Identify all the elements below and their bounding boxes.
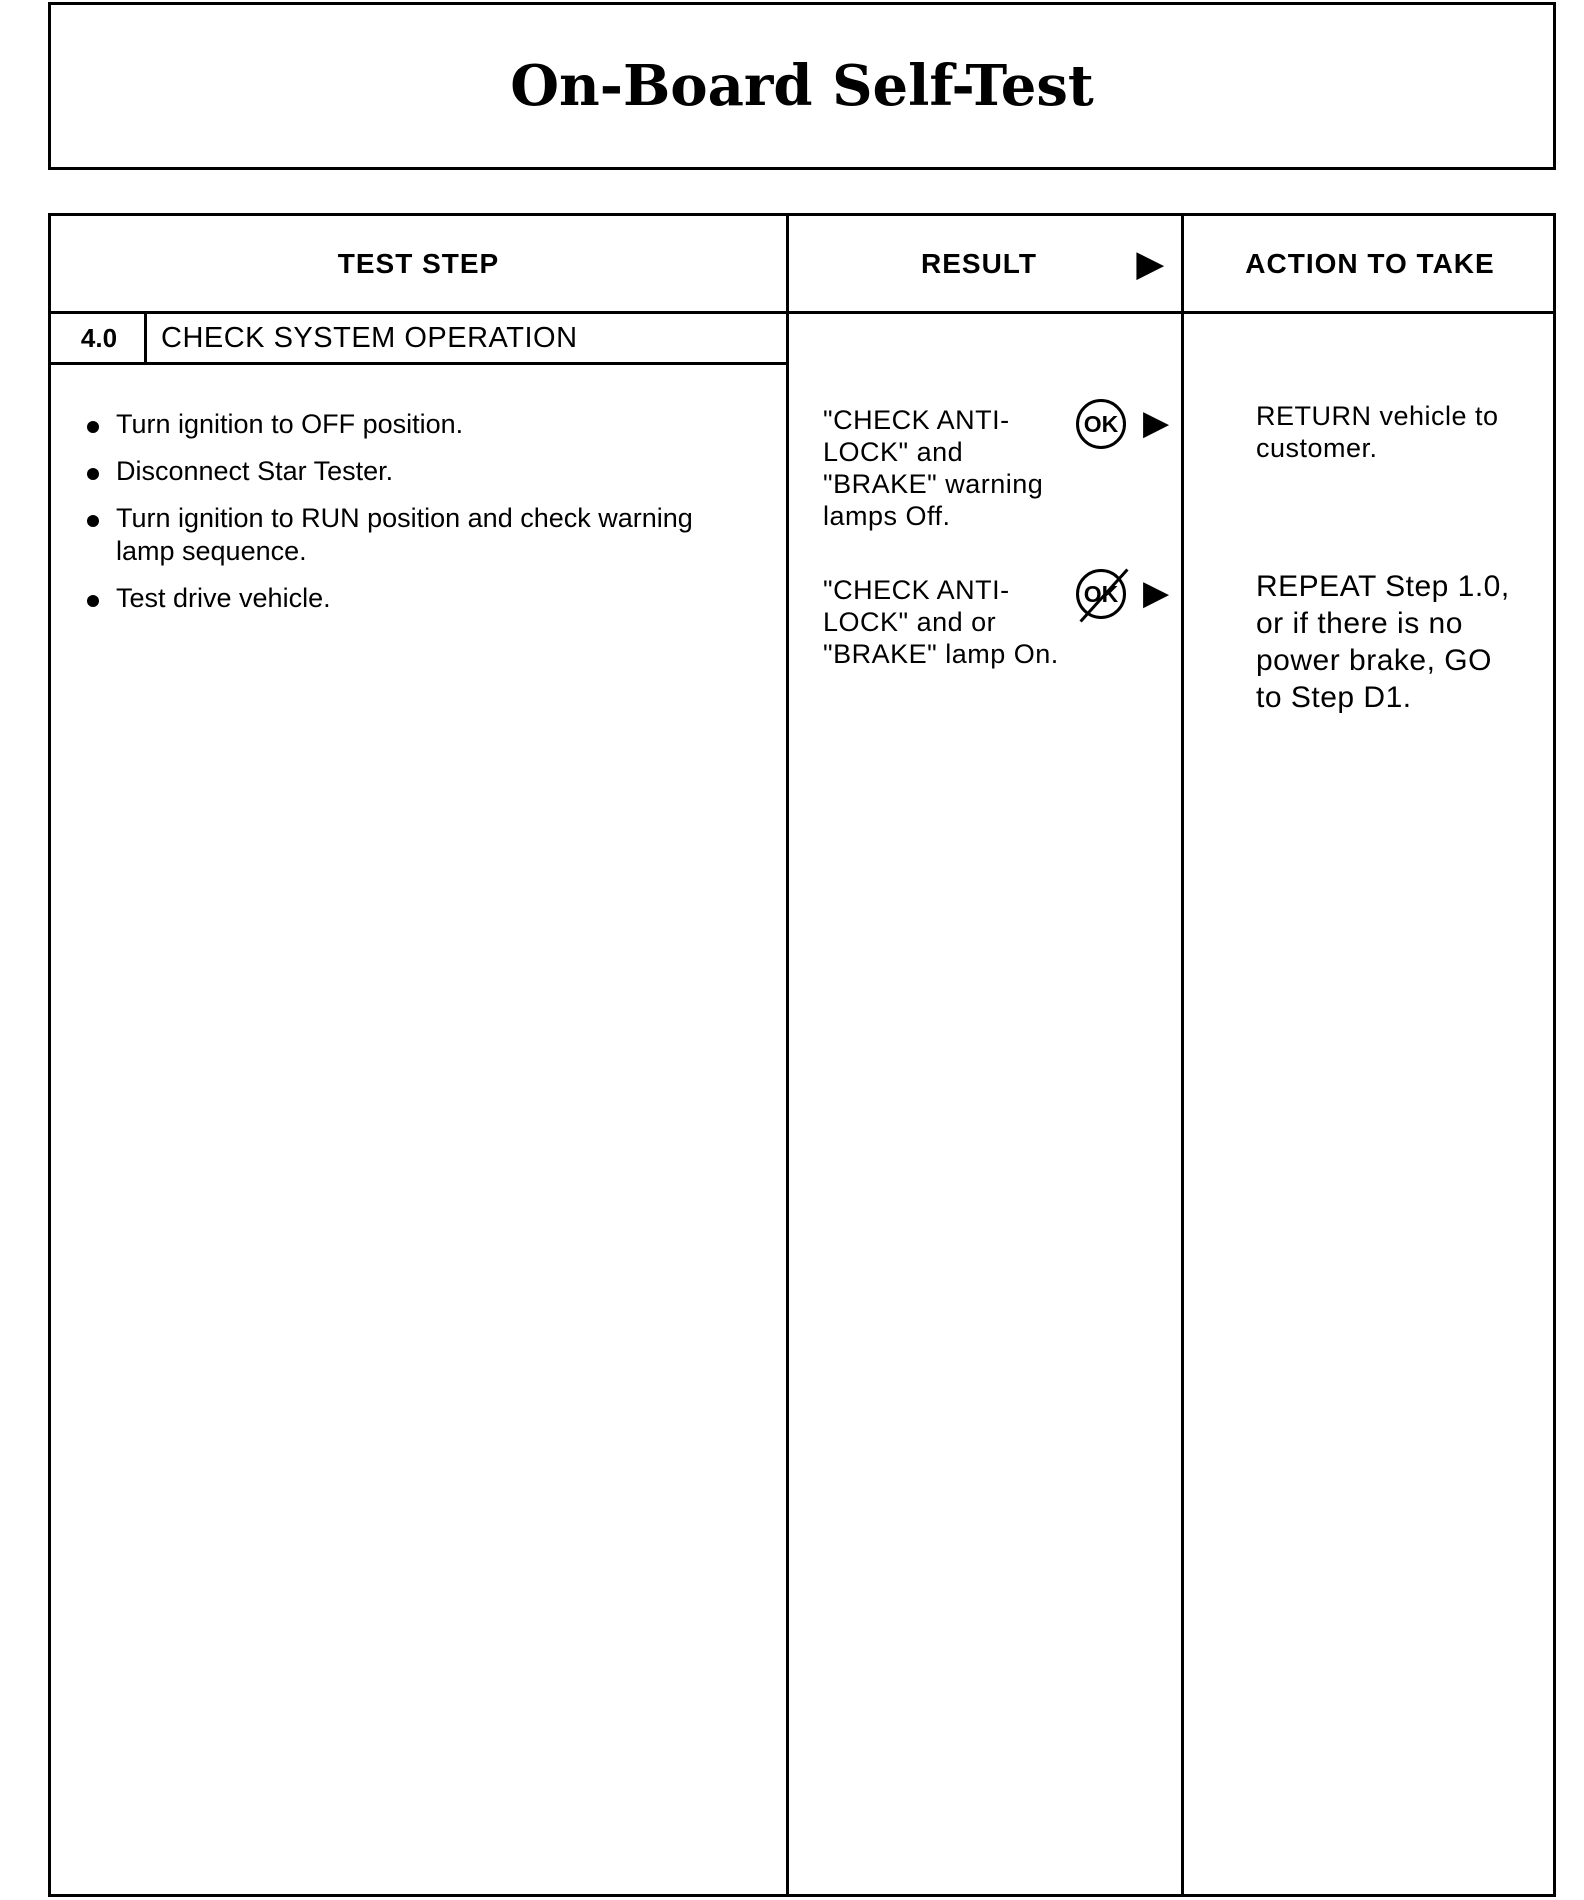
instruction-list	[81, 408, 741, 629]
instruction-item: Test drive vehicle.	[81, 582, 741, 615]
result-arrow-icon: ▶	[1143, 574, 1170, 612]
step-title: CHECK SYSTEM OPERATION	[161, 321, 578, 354]
not-ok-badge-icon	[1076, 569, 1126, 619]
step-number-divider	[144, 311, 147, 363]
header-action: ACTION TO TAKE	[1245, 247, 1495, 279]
result-arrow-icon: ▶	[1143, 404, 1170, 442]
instruction-item: Disconnect Star Tester.	[81, 455, 741, 488]
column-divider-2	[1181, 216, 1184, 1894]
test-step-table	[48, 213, 1556, 1897]
column-divider-1	[786, 216, 789, 1894]
action-repeat-text: REPEAT Step 1.0, or if there is no power brake, GO to Step D1.	[1256, 570, 1510, 714]
header-result-label: RESULT	[921, 247, 1037, 279]
header-test-step: TEST STEP	[337, 247, 500, 279]
ok-badge-label: OK	[1083, 410, 1119, 437]
header-arrow-icon: ▶	[1136, 244, 1165, 283]
step-rule	[51, 362, 786, 365]
result-not-ok-text: "CHECK ANTI- LOCK" and or "BRAKE" lamp On.	[823, 575, 1059, 669]
not-ok-badge-label: OK	[1083, 580, 1119, 607]
instruction-item: Turn ignition to RUN position and check warning lamp sequence.	[81, 502, 741, 568]
result-ok-text: "CHECK ANTI- LOCK" and "BRAKE" warning lamps Off.	[823, 405, 1044, 531]
step-number: 4.0	[80, 322, 118, 353]
action-return-text: RETURN vehicle to customer.	[1256, 401, 1499, 463]
instruction-item: Turn ignition to OFF position.	[81, 408, 741, 441]
page-title: On-Board Self-Test	[510, 53, 1094, 119]
header-result	[789, 216, 1181, 311]
title-box	[48, 2, 1556, 170]
ok-badge-icon	[1076, 399, 1126, 449]
